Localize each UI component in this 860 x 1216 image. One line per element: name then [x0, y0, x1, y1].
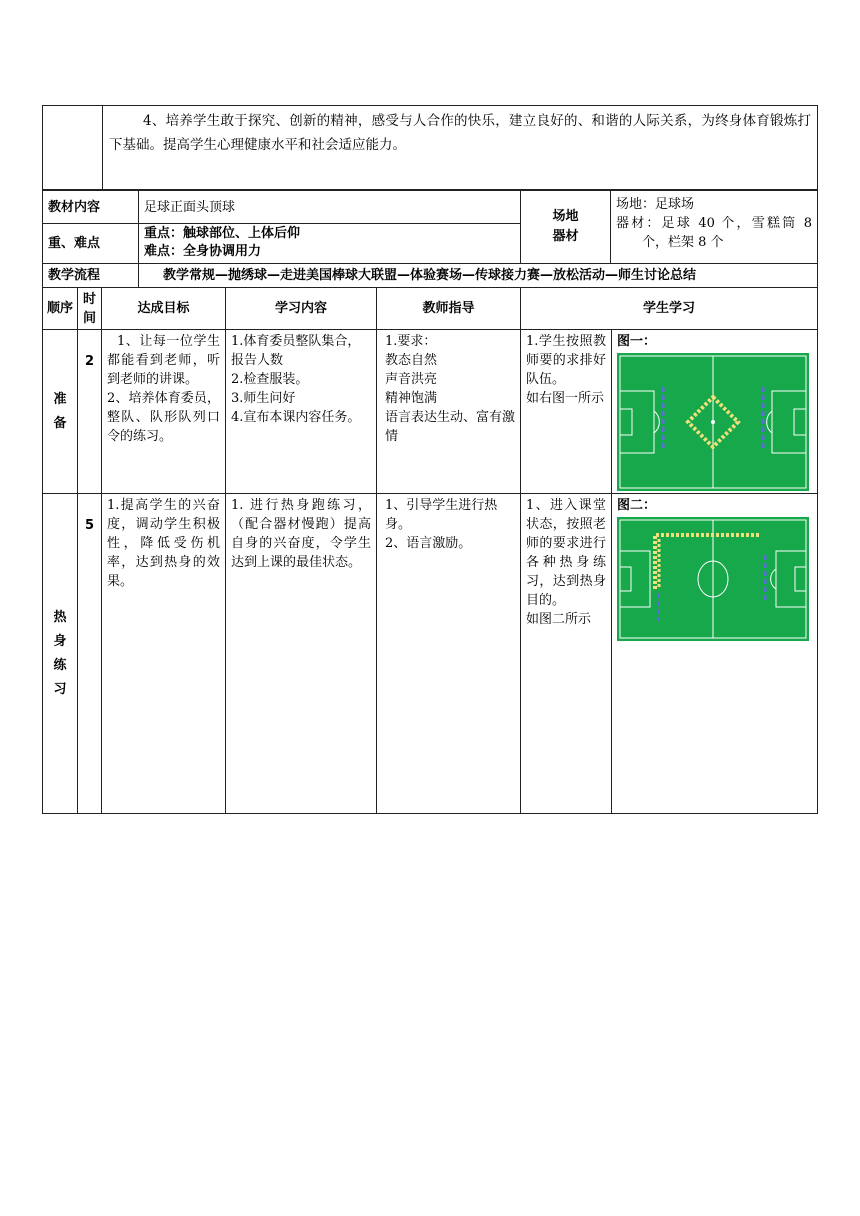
flow-label: 教学流程 [43, 264, 139, 288]
figure-1-label: 图一： [617, 334, 657, 349]
goal-warmup: 1.提高学生的兴奋度，调动学生积极性，降低受伤机率，达到热身的效果。 [102, 494, 226, 814]
row-prepare [43, 330, 818, 494]
content-table [42, 190, 818, 288]
content-warmup: 1. 进行热身跑练习，（配合器材慢跑）提高自身的兴奋度，令学生达到上课的最佳状态。 [226, 494, 377, 814]
venue-cell [611, 191, 818, 264]
header-time: 时间 [78, 288, 102, 330]
key-point: 重点：触球部位、上体后仰 [144, 226, 301, 241]
figure-cell-1 [612, 330, 818, 494]
time-warmup: 5 [78, 494, 102, 814]
teacher-warmup: 1、引导学生进行热身。 2、语言激励。 [377, 494, 521, 814]
content-label: 教材内容 [43, 191, 139, 224]
center-spot-1 [711, 420, 715, 424]
difficult-point: 难点：全身协调用力 [144, 244, 262, 259]
teacher-prepare: 1.要求： 教态自然 声音洪亮 精神饱满 语言表达生动、富有激情 [377, 330, 521, 494]
venue-value: 场地：足球场 [616, 197, 695, 212]
procedure-table [42, 287, 818, 814]
goal-prepare: 1、让每一位学生都能看到老师，听到老师的讲课。 2、培养体育委员，整队、队形队列口令的练习。 [102, 330, 226, 494]
field-diagram-2 [617, 517, 809, 641]
header-student: 学生学习 [521, 288, 818, 330]
header-teacher: 教师指导 [377, 288, 521, 330]
key-label: 重、难点 [43, 224, 139, 264]
content-value: 足球正面头顶球 [139, 191, 521, 224]
time-prepare: 2 [78, 330, 102, 494]
header-goal: 达成目标 [102, 288, 226, 330]
field-diagram-1 [617, 353, 809, 491]
stage-prepare: 准 备 [43, 330, 78, 494]
venue-label: 场地 器材 [521, 191, 611, 264]
objective-4-text: 4、培养学生敢于探究、创新的精神，感受与人合作的快乐，建立良好的、和谐的人际关系，为终身体育锻炼打下基础。提高学生心理健康水平和社会适应能力。 [103, 106, 818, 190]
figure-2-label: 图二： [617, 498, 657, 513]
student-warmup: 1、进入课堂状态，按照老师的要求进行各种热身练习，达到热身目的。 如图二所示 [521, 494, 612, 814]
student-prepare: 1.学生按照教师要的求排好队伍。 如右图一所示 [521, 330, 612, 494]
equipment-value: 器材：足球 40 个，雪糕筒 8 个，栏架 8 个 [616, 216, 812, 250]
stage-warmup: 热 身 练 习 [43, 494, 78, 814]
objective-blank-cell [43, 106, 103, 190]
objective-table [42, 105, 818, 190]
flow-value: 教学常规—抛绣球—走进美国棒球大联盟—体验赛场—传球接力赛—放松活动—师生讨论总结 [139, 264, 818, 288]
content-prepare: 1.体育委员整队集合，报告人数 2.检查服装。 3.师生问好 4.宣布本课内容任务。 [226, 330, 377, 494]
row-warmup [43, 494, 818, 814]
header-content: 学习内容 [226, 288, 377, 330]
header-order: 顺序 [43, 288, 78, 330]
key-cell [139, 224, 521, 264]
figure-cell-2 [612, 494, 818, 814]
